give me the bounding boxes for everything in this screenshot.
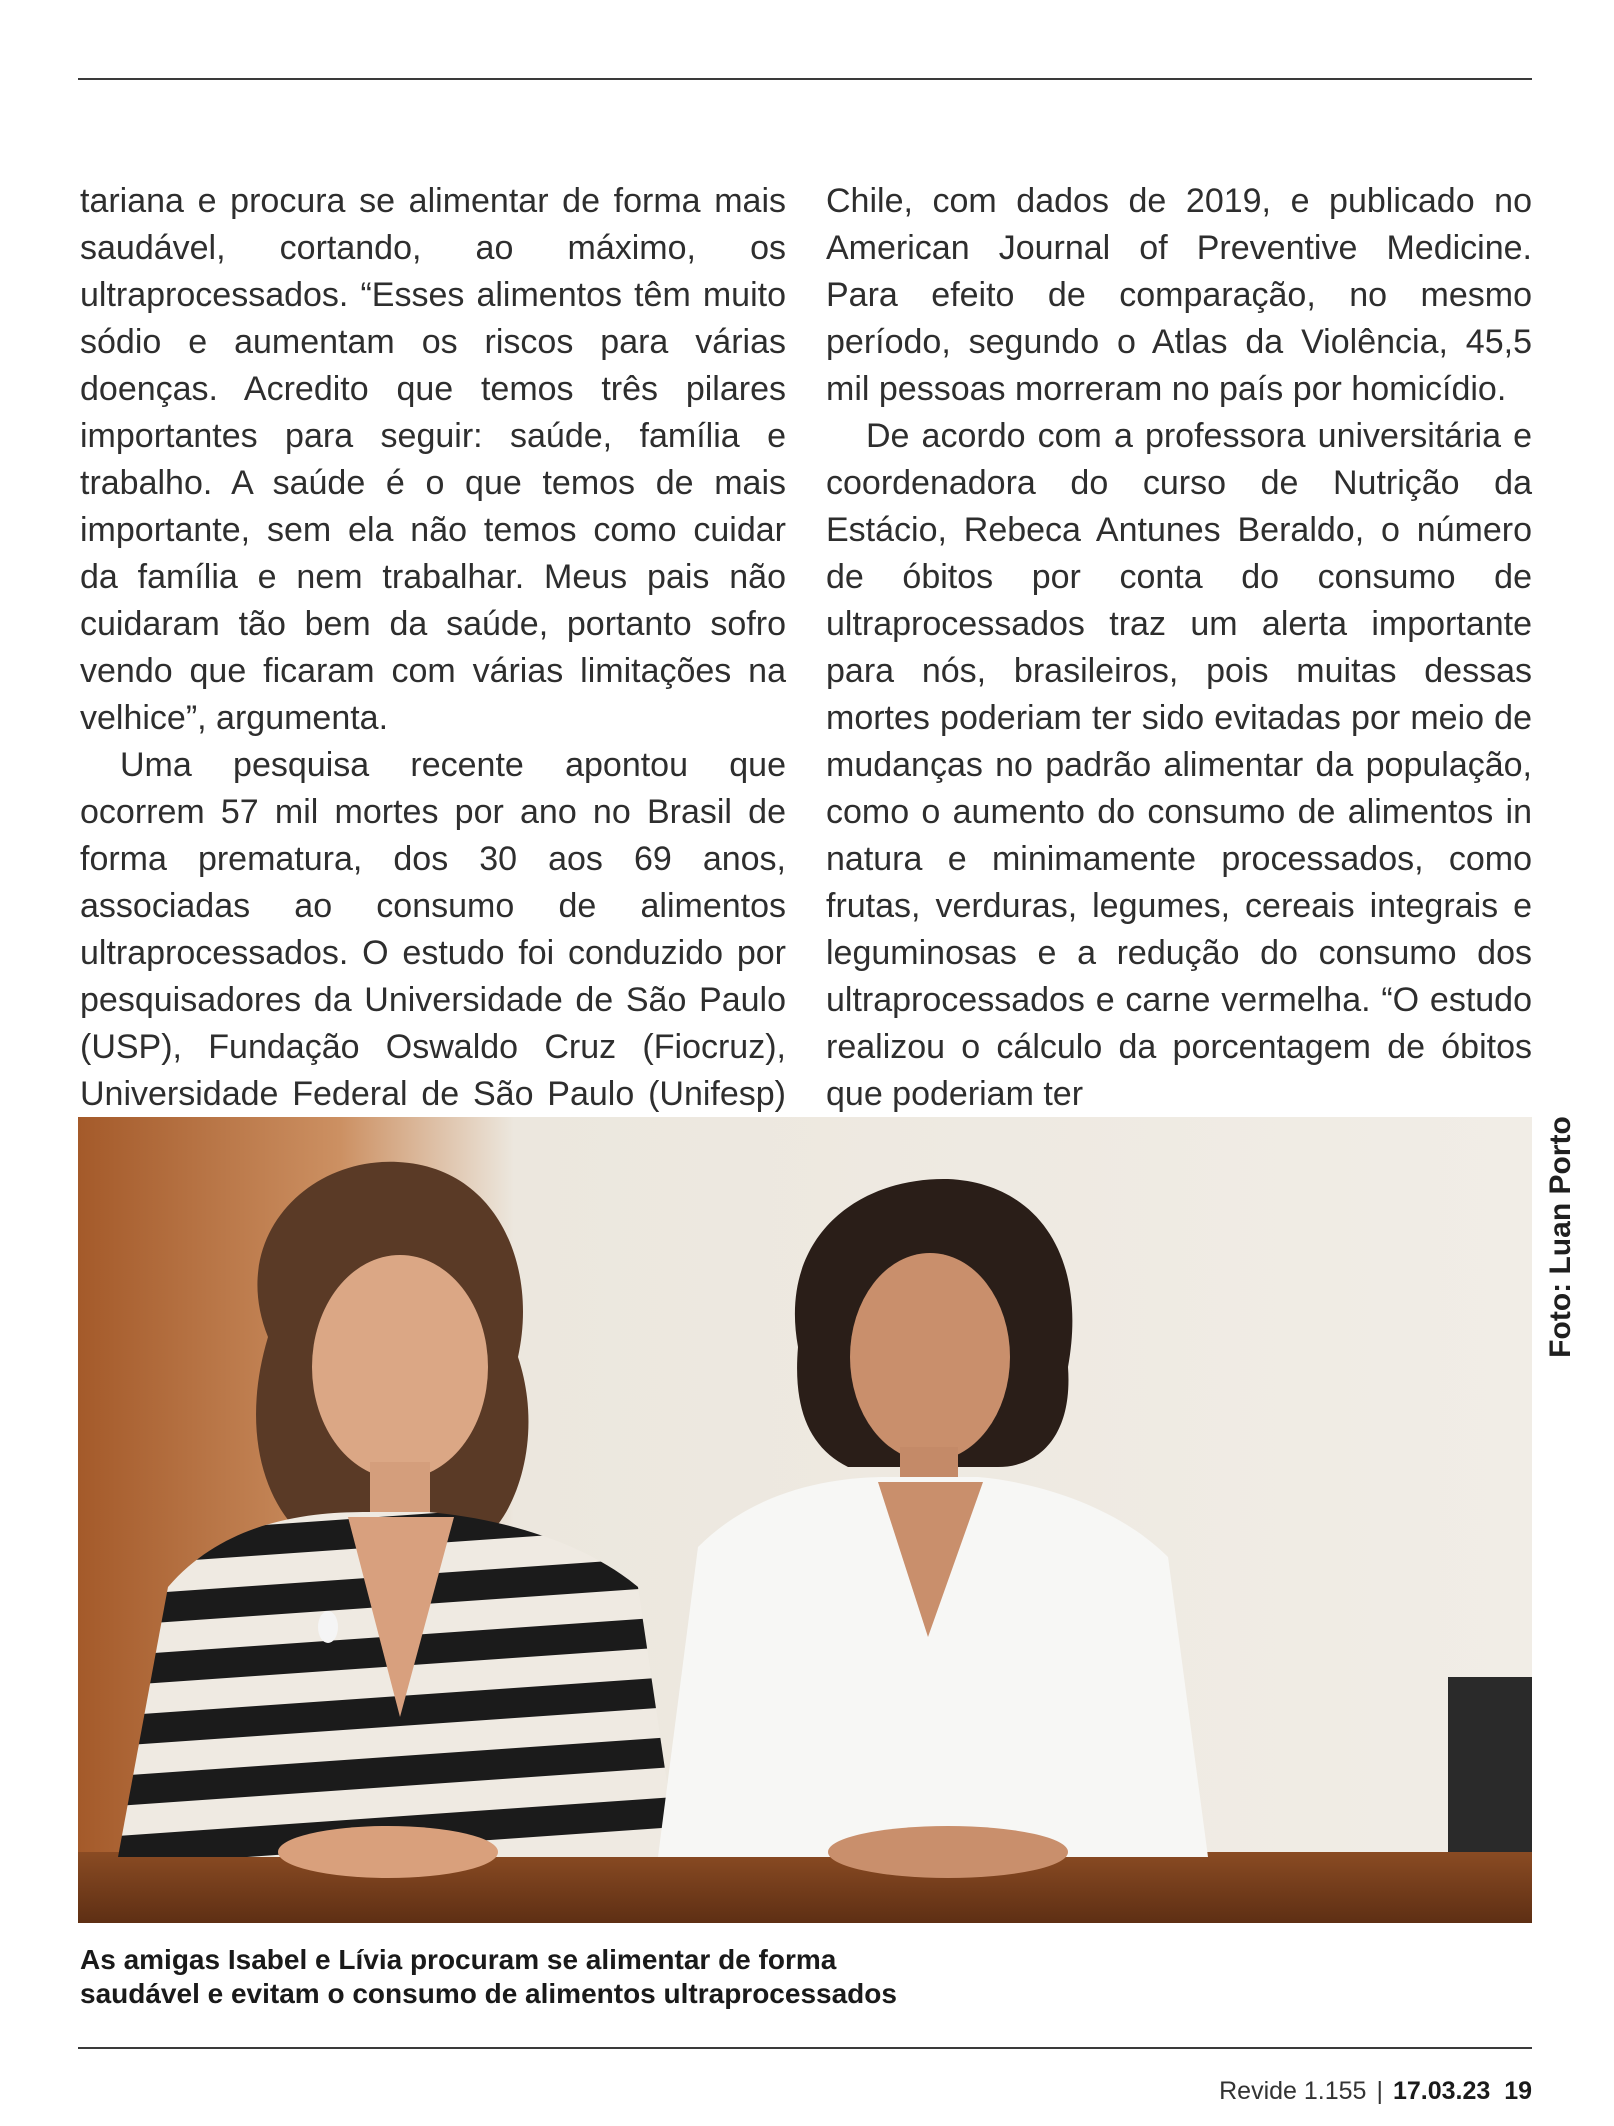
paragraph-3: Chile, com dados de 2019, e publicado no American Journal of Preventive Medicine. Para efeito de comparação, no mesmo período, segundo o Atlas da Violência, 45,5 mil pessoas morreram no país por homicídio. xyxy=(826,182,1532,408)
paragraph-2: Uma pesquisa recente apontou que ocorrem 57 mil mortes por ano no Brasil de forma prematura, dos 30 aos 69 anos, associadas ao consumo de alimentos ultraprocessados. O estudo foi conduzido por pesquisadores da Universidade de São Paulo (USP), Fundação Oswaldo Cruz (Fiocruz), Universidade Federal de São Paulo (Unifesp) xyxy=(80,746,786,1113)
caption-line-2: saudável e evitam o consumo de alimentos ultraprocessados xyxy=(80,1978,897,2009)
paragraph-1: tariana e procura se alimentar de forma mais saudável, cortando, ao máximo, os ultraprocessados. “Esses alimentos têm muito sódio e aumentam os riscos para várias doenças. Acredito que temos três pilares importantes para seguir: saúde, família e trabalho. A saúde é o que temos de mais importante, sem ela não temos como cuidar da família e nem trabalhar. Meus pais não cuidaram tão bem da saúde, portanto sofro vendo que ficaram com várias limitações na velhice”, argumenta. xyxy=(80,182,786,737)
publication-issue: Revide 1.155 xyxy=(1219,2077,1367,2105)
page-number: 19 xyxy=(1504,2077,1532,2105)
article-photo xyxy=(78,1117,1532,1923)
issue-date: 17.03.23 xyxy=(1392,2077,1491,2105)
photo-caption xyxy=(80,1943,1080,2011)
caption-line-1: As amigas Isabel e Lívia procuram se alimentar de forma xyxy=(80,1944,837,1975)
header-rule xyxy=(78,78,1532,80)
photo-credit: Foto: Luan Porto xyxy=(1544,1116,1577,1358)
article-column-right xyxy=(826,178,1532,1118)
footer-separator: | xyxy=(1376,2077,1383,2105)
article-column-left xyxy=(80,178,786,1165)
page-footer xyxy=(1219,2077,1532,2106)
footer-rule xyxy=(78,2047,1532,2049)
paragraph-4: De acordo com a professora universitária e coordenadora do curso de Nutrição da Estácio, Rebeca Antunes Beraldo, o número de óbitos por conta do consumo de ultraprocessados traz um alerta importante para nós, brasileiros, pois muitas dessas mortes poderiam ter sido evitadas por meio de mudanças no padrão alimentar da população, como o aumento do consumo de alimentos in natura e minimamente processados, como frutas, verduras, legumes, cereais integrais e leguminosas e a redução do consumo dos ultraprocessados e carne vermelha. “O estudo realizou o cálculo da porcentagem de óbitos que poderiam ter xyxy=(826,417,1532,1113)
